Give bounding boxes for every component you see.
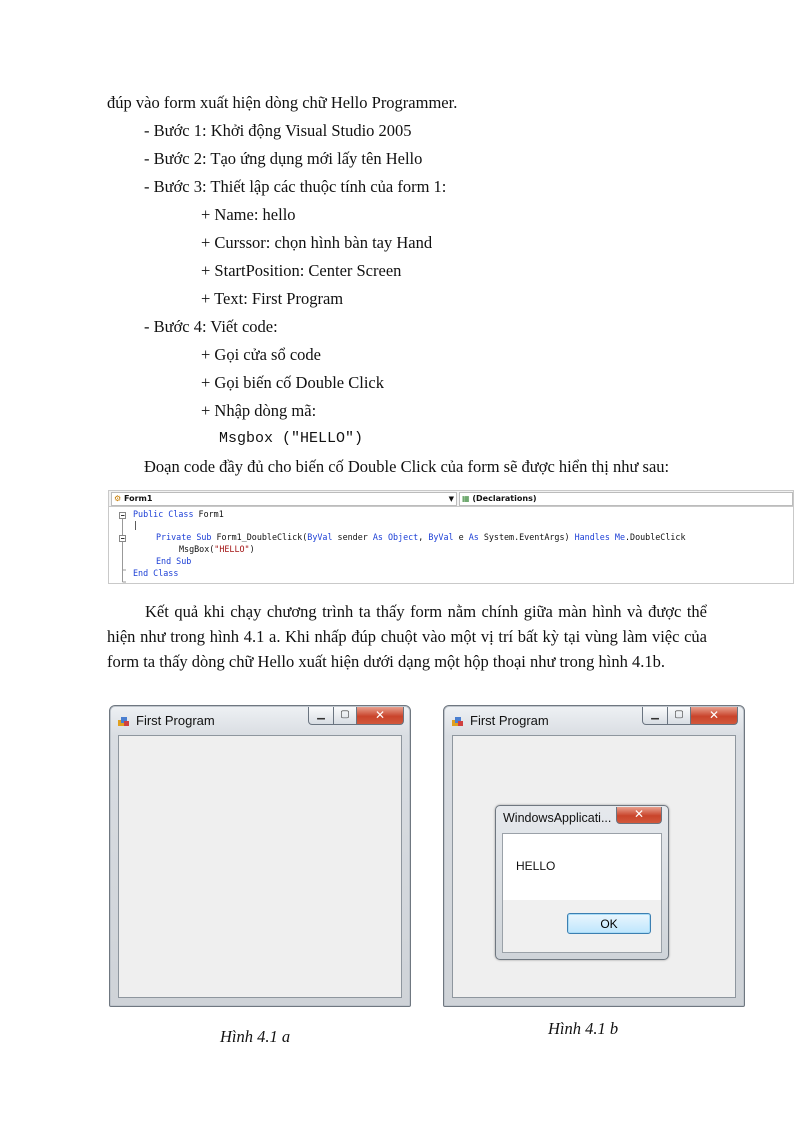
code-line-4: MsgBox("HELLO") [179, 544, 255, 554]
object-combo[interactable] [111, 492, 457, 506]
procedure-combo[interactable] [459, 492, 793, 506]
code-intro-text: Đoạn code đầy đủ cho biến cố Double Click của form sẽ được hiển thị như sau: [144, 457, 670, 476]
code-line-6: End Class [133, 568, 179, 578]
window-figure-a [109, 705, 411, 1007]
minimize-button[interactable]: ▁ [308, 707, 334, 725]
dialog-title: WindowsApplicati... [503, 811, 612, 825]
procedure-combo-value: (Declarations) [472, 494, 537, 503]
property-name: + Name: hello [201, 205, 296, 224]
step-4: - Bước 4: Viết code: [144, 317, 278, 336]
maximize-button[interactable]: ▢ [668, 707, 691, 725]
caption-figure-a: Hình 4.1 a [220, 1027, 291, 1046]
substep-double-click: + Gọi biến cố Double Click [201, 373, 384, 392]
window-controls [642, 707, 738, 725]
close-button[interactable]: ✕ [691, 707, 738, 725]
chevron-down-icon: ▼ [448, 495, 454, 503]
message-box-dialog [495, 805, 669, 960]
ok-button[interactable]: OK [567, 913, 651, 934]
substep-enter-code: + Nhập dòng mã: [201, 401, 317, 420]
step-1: - Bước 1: Khởi động Visual Studio 2005 [144, 121, 412, 140]
form-client-area[interactable] [118, 735, 402, 998]
step-3: - Bước 3: Thiết lập các thuộc tính của form 1: [144, 177, 447, 196]
step-2: - Bước 2: Tạo ứng dụng mới lấy tên Hello [144, 149, 423, 168]
outline-gutter [119, 511, 128, 584]
dialog-message-area [503, 834, 661, 900]
code-editor [108, 490, 794, 584]
property-text: + Text: First Program [201, 289, 344, 308]
substep-code-window: + Gọi cửa sổ code [201, 345, 321, 364]
text-line-intro: đúp vào form xuất hiện dòng chữ Hello Programmer. [107, 93, 458, 112]
code-line-5: End Sub [156, 556, 192, 566]
close-button[interactable]: ✕ [357, 707, 404, 725]
dialog-body [502, 833, 662, 953]
code-line-1: Public Class Form1 [133, 509, 224, 519]
code-editor-toolbar [109, 491, 793, 507]
window-title: First Program [118, 713, 215, 728]
property-cursor: + Curssor: chọn hình bàn tay Hand [201, 233, 433, 252]
dialog-message: HELLO [516, 859, 556, 873]
minimize-button[interactable]: ▁ [642, 707, 668, 725]
object-combo-icon: ⚙ [114, 494, 122, 503]
dialog-close-button[interactable]: ✕ [616, 807, 662, 824]
maximize-button[interactable]: ▢ [334, 707, 357, 725]
code-line-3: Private Sub Form1_DoubleClick(ByVal sender As Object, ByVal e As System.EventArgs) Handles Me.DoubleClick [156, 532, 686, 542]
caption-figure-b: Hình 4.1 b [548, 1019, 619, 1038]
text-cursor: | [133, 520, 139, 530]
code-snippet-line: Msgbox ("HELLO") [219, 430, 364, 447]
window-title: First Program [452, 713, 549, 728]
declarations-icon: ▦ [462, 494, 470, 503]
window-figure-b [443, 705, 745, 1007]
app-icon [118, 715, 130, 727]
property-startposition: + StartPosition: Center Screen [201, 261, 402, 280]
app-icon [452, 715, 464, 727]
window-controls [308, 707, 404, 725]
result-paragraph: Kết quả khi chạy chương trình ta thấy form nằm chính giữa màn hình và được thể hiện như trong hình 4.1 a. Khi nhấp đúp chuột vào một vị trí bất kỳ tại vùng làm việc của form ta thấy dòng chữ Hello xuất hiện dưới dạng một hộp thoại như trong hình 4.1b. [107, 602, 707, 671]
object-combo-value: Form1 [123, 494, 153, 503]
